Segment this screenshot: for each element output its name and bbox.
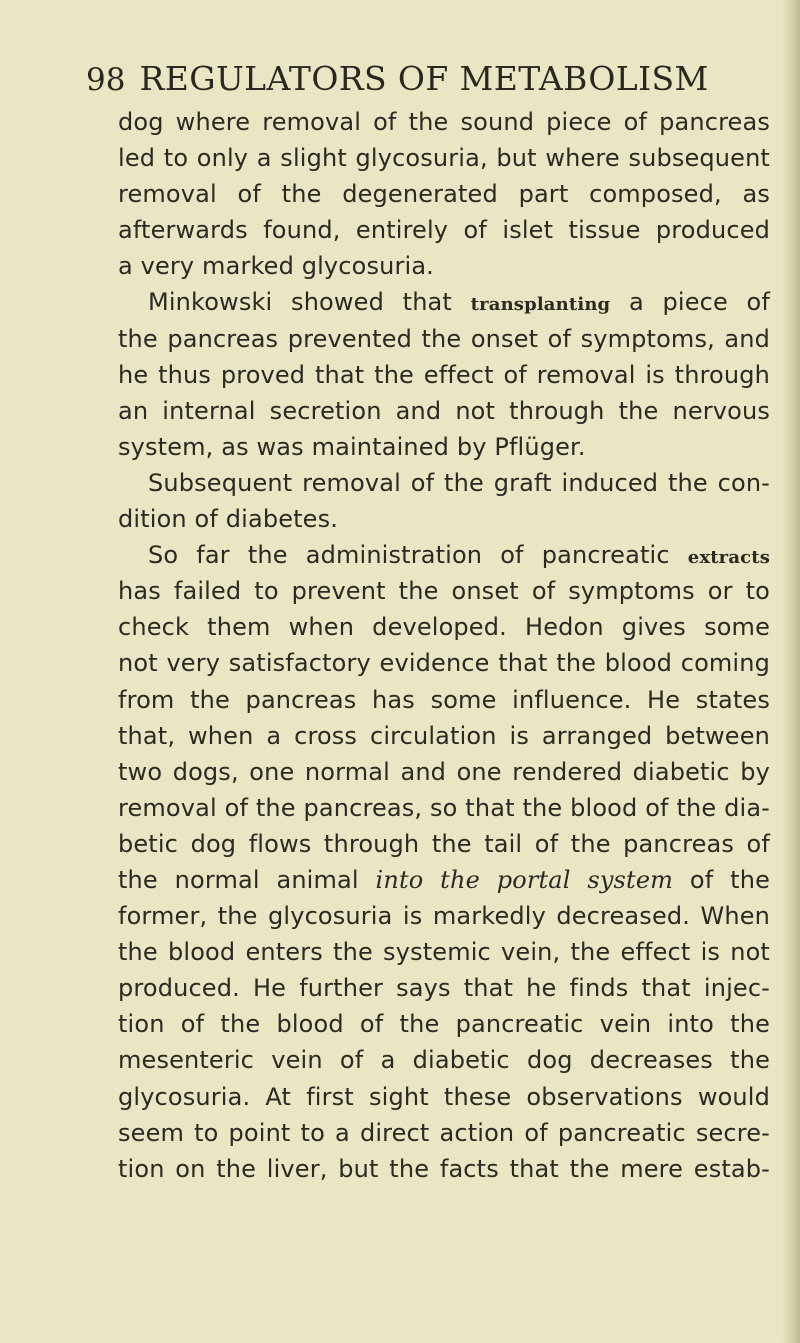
text-line: that, when a cross circulation is arranged between xyxy=(118,721,770,750)
text-line: Subsequent removal of the graft induced the con- xyxy=(148,468,770,497)
text-line: led to only a slight glycosuria, but where subsequent xyxy=(118,144,770,173)
text-line: mesenteric vein of a diabetic dog decreases the xyxy=(118,1046,770,1075)
text-line: betic dog flows through the tail of the pancreas of xyxy=(118,829,770,858)
text-line: removal of the degenerated part composed, as xyxy=(118,180,770,209)
text-line: a very marked glycosuria. xyxy=(118,252,434,281)
text-line: tion on the liver, but the facts that the mere estab- xyxy=(118,1154,770,1183)
text-line: Minkowski showed that transplanting a piece of xyxy=(148,288,770,317)
text-line: produced. He further says that he finds that injec- xyxy=(118,974,770,1003)
text-line: removal of the pancreas, so that the blood of the dia- xyxy=(118,793,770,822)
text-line: afterwards found, entirely of islet tissue produced xyxy=(118,216,770,245)
text-line: has failed to prevent the onset of symptoms or to xyxy=(118,577,770,606)
page-number: 98 xyxy=(86,62,126,98)
text-line: he thus proved that the effect of removal is through xyxy=(118,360,770,389)
emphasis-bold: extracts xyxy=(687,547,770,569)
text-line: seem to point to a direct action of pancreatic secre- xyxy=(118,1118,770,1147)
text-line: glycosuria. At first sight these observations would xyxy=(118,1082,770,1111)
text-line: not very satisfactory evidence that the blood coming xyxy=(118,649,770,678)
text-line: dog where removal of the sound piece of pancreas xyxy=(118,108,770,136)
text-line: two dogs, one normal and one rendered diabetic by xyxy=(118,757,770,786)
text-line: the pancreas prevented the onset of symptoms, and xyxy=(118,324,770,353)
page-header xyxy=(86,54,726,104)
text-line: dition of diabetes. xyxy=(118,505,339,534)
page-edge-shadow xyxy=(782,0,800,1343)
text-line: check them when developed. Hedon gives some xyxy=(118,613,770,642)
running-title: REGULATORS OF METABOLISM xyxy=(139,59,709,98)
text-line: tion of the blood of the pancreatic vein into the xyxy=(118,1010,770,1039)
text-line: So far the administration of pancreatic extracts xyxy=(148,541,770,570)
text-line: from the pancreas has some influence. He states xyxy=(118,685,770,714)
emphasis-italic: into the portal system xyxy=(375,865,674,894)
text-line: the normal animal into the portal system of the xyxy=(118,865,770,894)
body-text xyxy=(118,104,770,1187)
text-line: former, the glycosuria is markedly decreased. When xyxy=(118,902,770,931)
text-line: system, as was maintained by Pflüger. xyxy=(118,432,586,461)
text-line: the blood enters the systemic vein, the effect is not xyxy=(118,938,770,967)
emphasis-bold: transplanting xyxy=(470,294,611,316)
text-line: an internal secretion and not through the nervous xyxy=(118,396,770,425)
